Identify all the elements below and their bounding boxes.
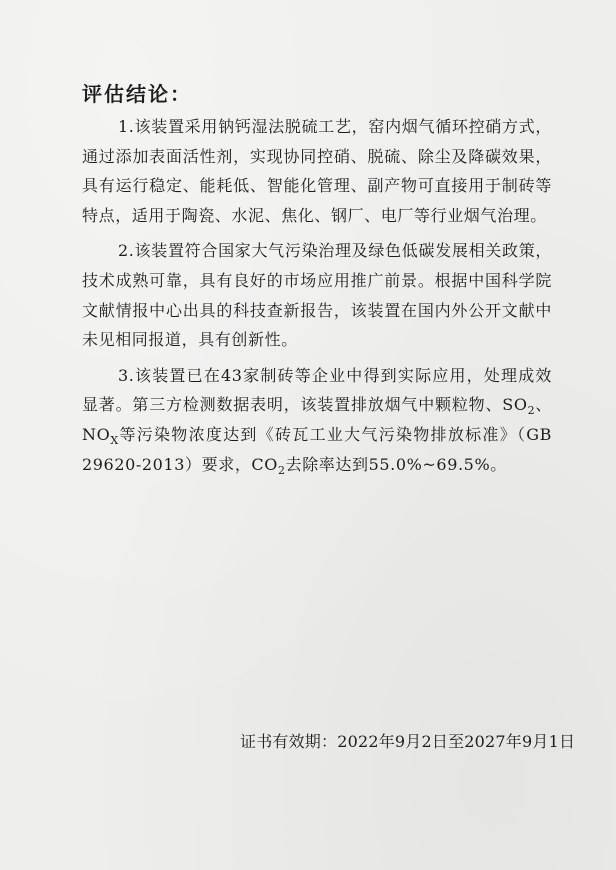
nox-subscript: X (110, 433, 119, 447)
paragraph-1: 1.该装置采用钠钙湿法脱硫工艺，窑内烟气循环控硝方式，通过添加表面活性剂，实现协同控硝、脱硫、除尘及降碳效果，具有运行稳定、能耗低、智能化管理、副产物可直接用于制砖等特点，适用于陶瓷、水泥、焦化、钢厂、电厂等行业烟气治理。 (82, 117, 552, 225)
so2-subscript: 2 (527, 404, 536, 418)
paragraph-3-part-4: 去除率达到55.0%~69.5%。 (285, 454, 507, 474)
certificate-validity: 证书有效期：2022年9月2日至2027年9月1日 (240, 732, 576, 751)
paragraph-2: 2.该装置符合国家大气污染治理及绿色低碳发展相关政策，技术成熟可靠，具有良好的市场应用推广前景。根据中国科学院文献情报中心出具的科技查新报告，该装置在国内外公开文献中未见相同报道，具有创新性。 (82, 241, 552, 350)
paragraph-3-part-2: 、NO (82, 395, 552, 444)
paragraph-3-part-3: 等污染物浓度达到《砖瓦工业大气污染物排放标准》（GB 29620-2013）要求，CO (82, 424, 552, 474)
paragraph-3 (82, 361, 552, 479)
conclusion-body (82, 112, 552, 479)
co2-subscript: 2 (277, 463, 286, 477)
paragraph-3-part-1: 3.该装置已在43家制砖等企业中得到实际应用，处理成效显著。第三方检测数据表明，该装置排放烟气中颗粒物、SO (82, 365, 552, 415)
section-heading: 评估结论： (82, 82, 192, 106)
